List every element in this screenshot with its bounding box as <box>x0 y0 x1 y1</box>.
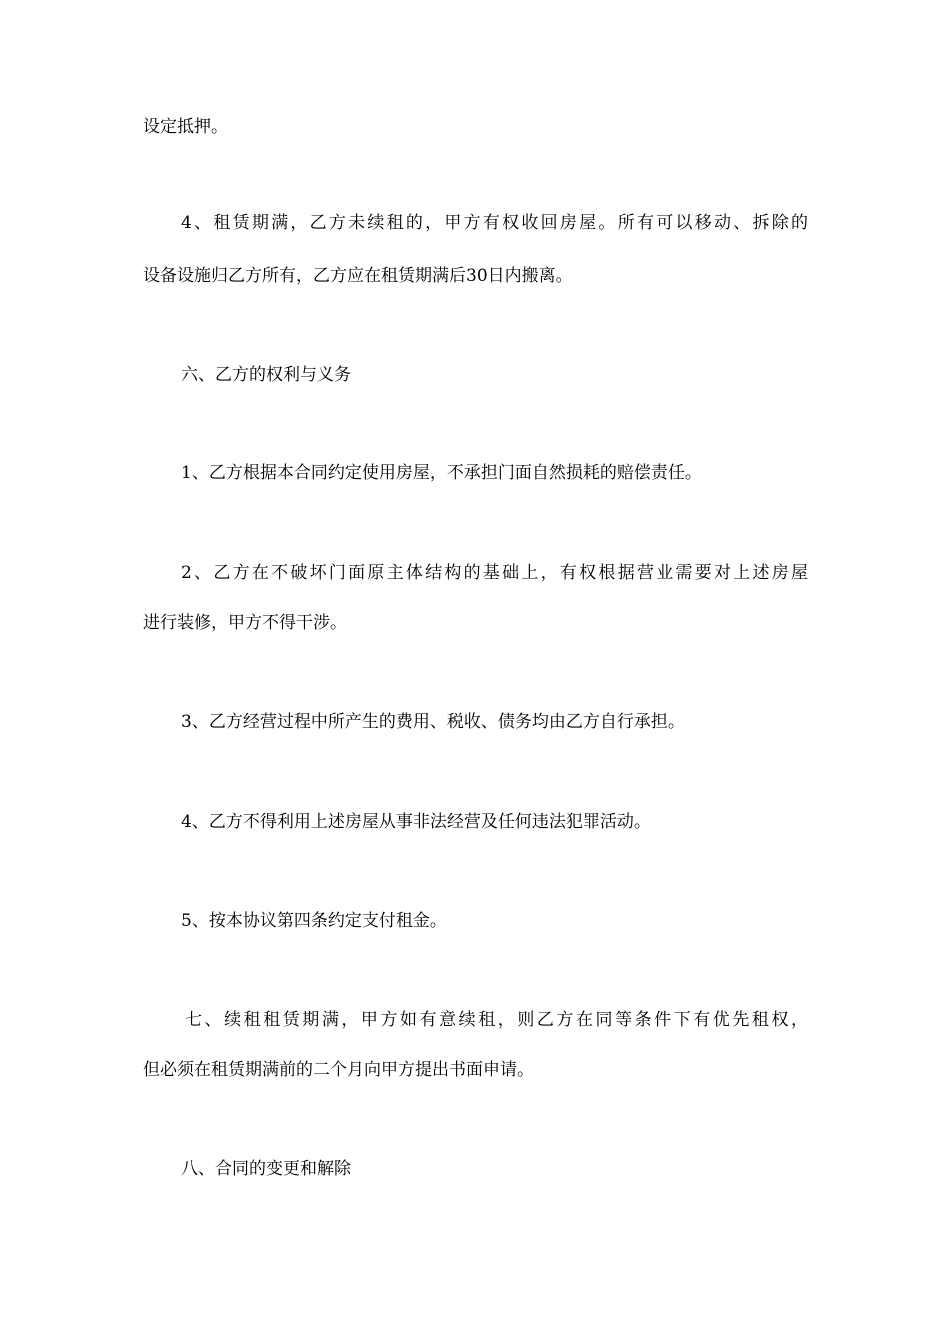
section-7-line-1: 七、续租租赁期满，甲方如有意续租，则乙方在同等条件下有优先租权， <box>185 1010 808 1030</box>
clause-5-4-line-2: 设备设施归乙方所有，乙方应在租赁期满后30日内搬离。 <box>143 266 573 286</box>
section-heading-6: 六、乙方的权利与义务 <box>181 365 351 385</box>
clause-6-4: 4、乙方不得利用上述房屋从事非法经营及任何违法犯罪活动。 <box>181 812 651 832</box>
clause-6-2-line-1: 2、乙方在不破坏门面原主体结构的基础上，有权根据营业需要对上述房屋 <box>181 563 808 583</box>
clause-6-1: 1、乙方根据本合同约定使用房屋，不承担门面自然损耗的赔偿责任。 <box>181 463 702 483</box>
section-7-line-2: 但必须在租赁期满前的二个月向甲方提出书面申请。 <box>143 1060 534 1080</box>
clause-6-3: 3、乙方经营过程中所产生的费用、税收、债务均由乙方自行承担。 <box>181 712 685 732</box>
section-heading-8: 八、合同的变更和解除 <box>181 1159 351 1179</box>
clause-5-4-line-1: 4、租赁期满，乙方未续租的，甲方有权收回房屋。所有可以移动、拆除的 <box>181 213 808 233</box>
clause-6-5: 5、按本协议第四条约定支付租金。 <box>181 911 447 931</box>
paragraph-continuation: 设定抵押。 <box>143 117 228 137</box>
clause-6-2-line-2: 进行装修，甲方不得干涉。 <box>143 613 347 633</box>
